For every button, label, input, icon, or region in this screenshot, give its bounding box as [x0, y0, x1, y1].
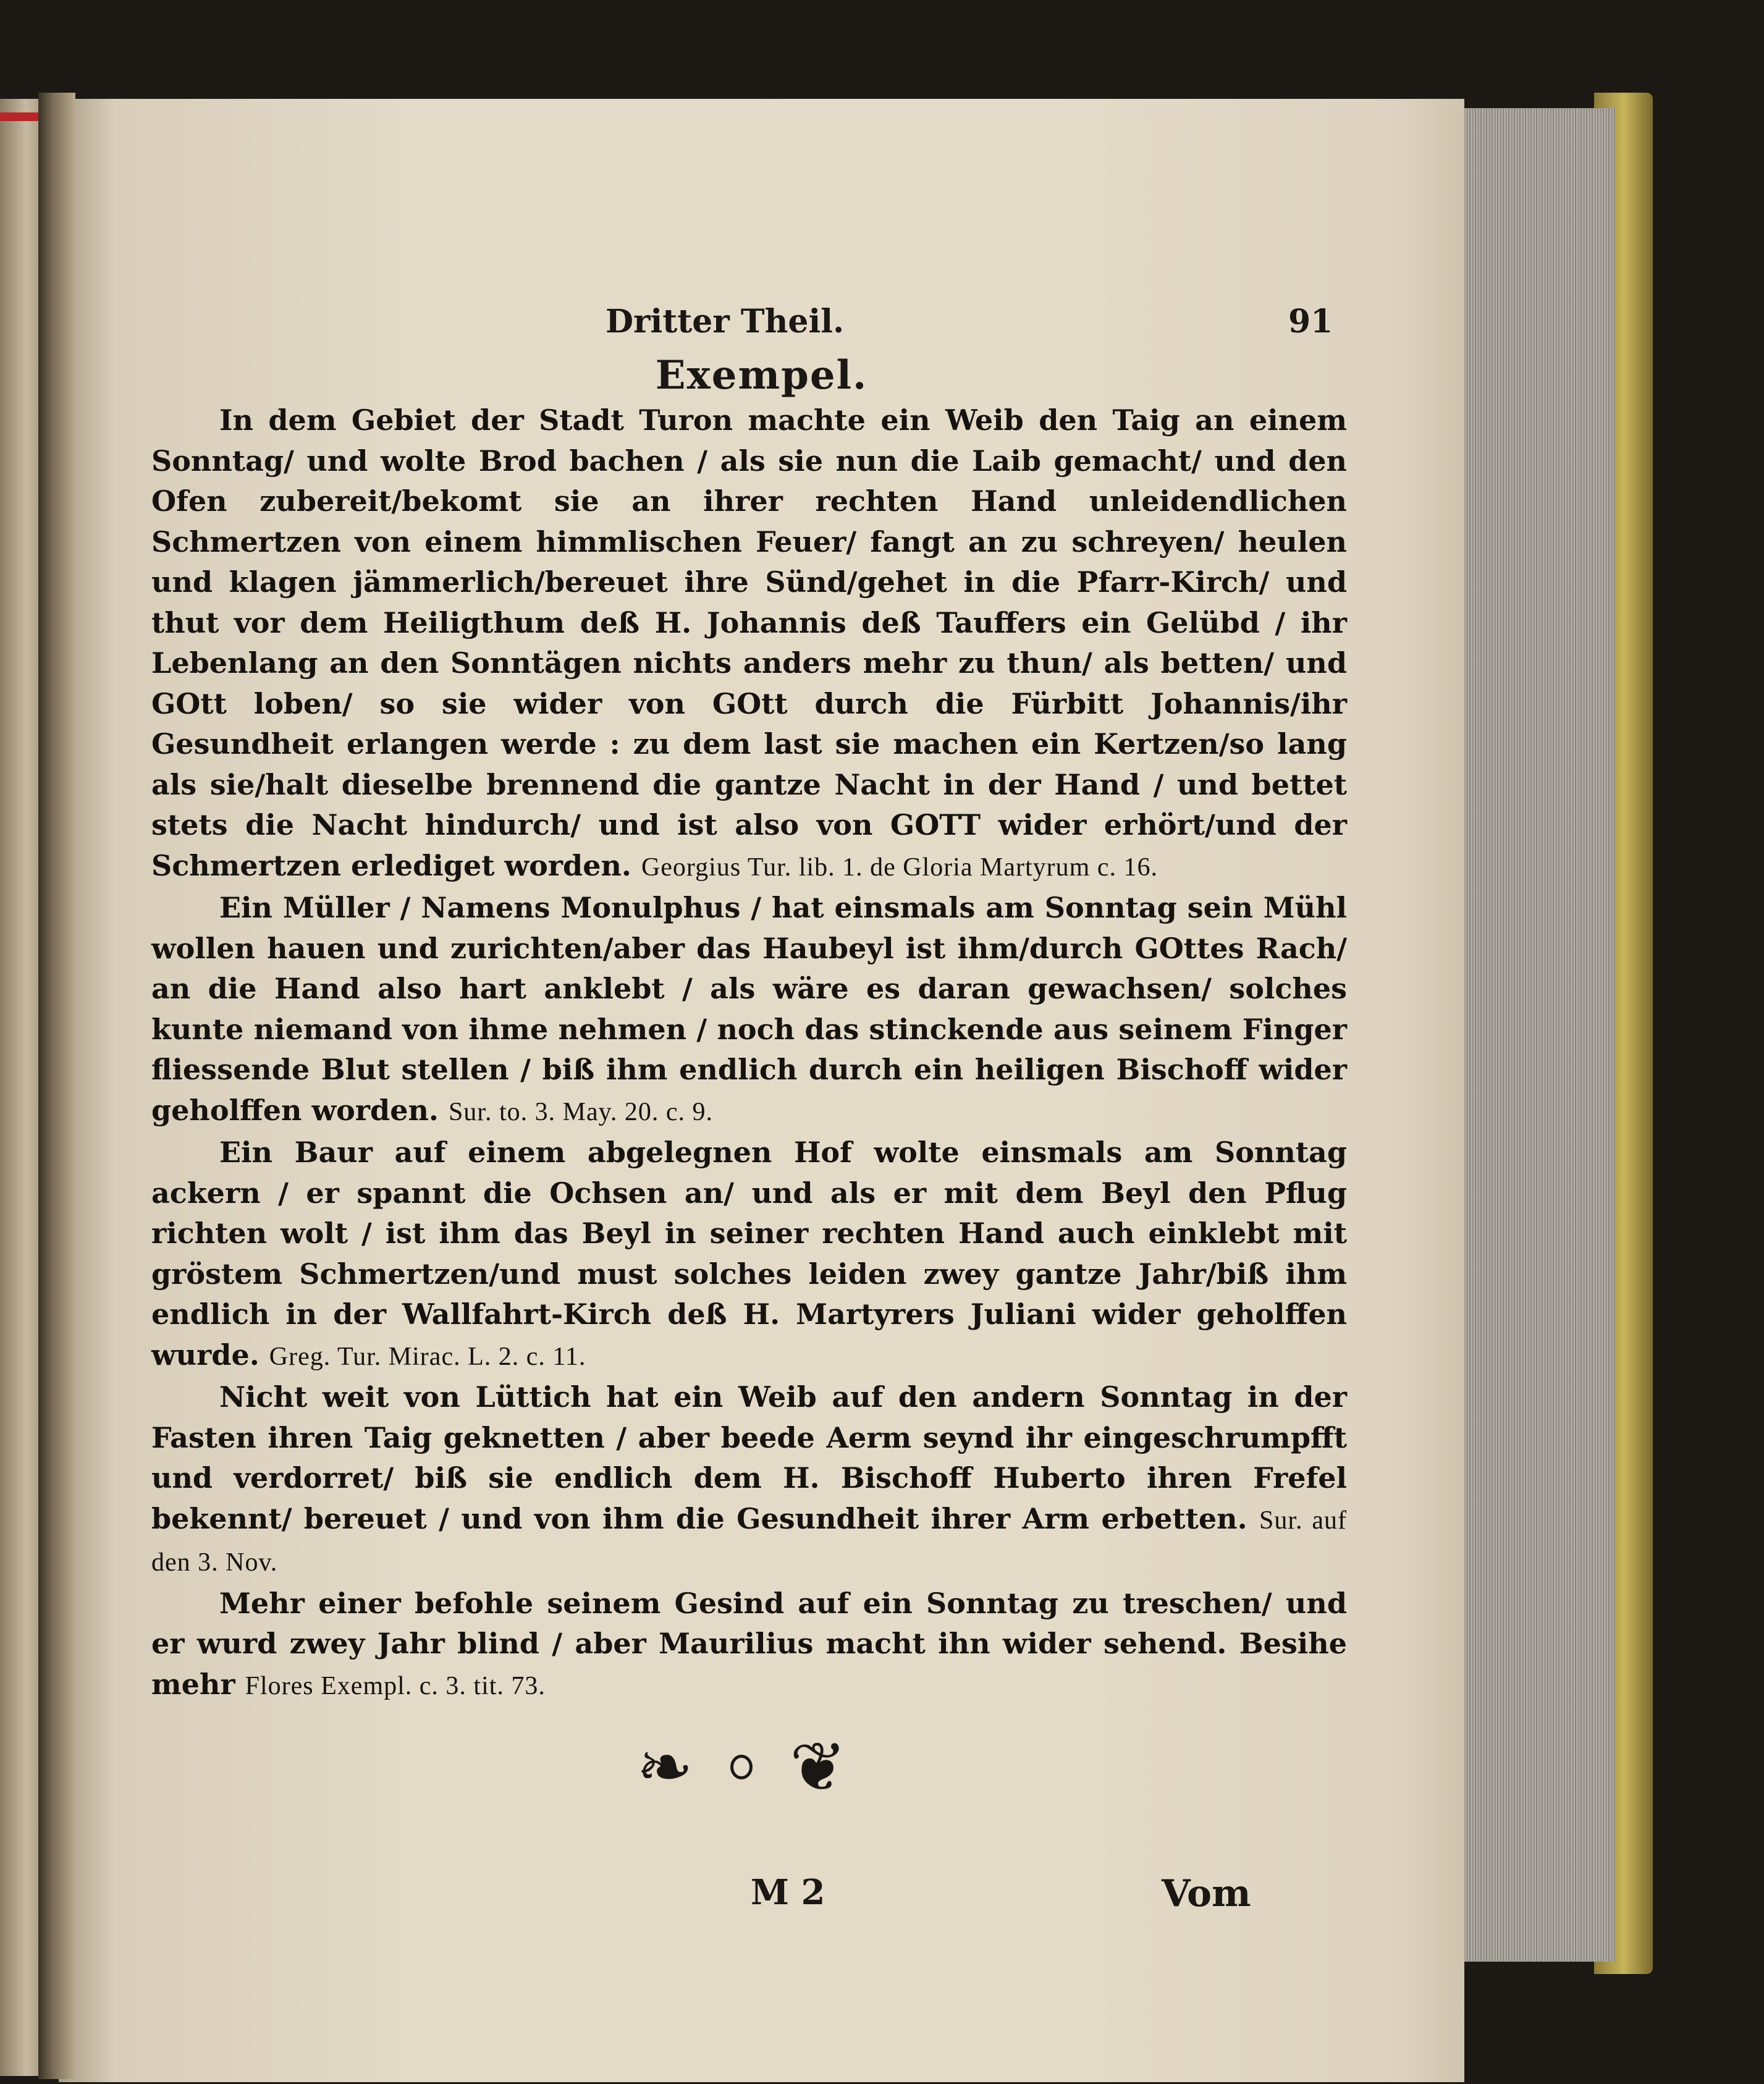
citation: Flores Exempl. c. 3. tit. 73. — [245, 1671, 546, 1700]
paragraph-text: Nicht weit von Lüttich hat ein Weib auf den andern Sonntag in der Fasten ihren Taig geknetten / aber beede Aerm seynd ihr eingeschrumpfft und verdorret/ biß sie endlich dem H. Bischoff Huberto ihren Frefel bekennt/ bereuet / und von ihm die Gesundheit ihrer Arm erbetten. — [151, 1380, 1347, 1535]
paragraph — [151, 888, 1347, 1133]
citation: Georgius Tur. lib. 1. de Gloria Martyrum c. 16. — [641, 853, 1158, 882]
citation: Sur. to. 3. May. 20. c. 9. — [448, 1097, 714, 1126]
page-header — [59, 303, 1464, 346]
catchword: Vom — [1162, 1872, 1251, 1915]
section-title: Exempel. — [655, 352, 868, 399]
paragraph — [151, 400, 1347, 888]
running-head: Dritter Theil. — [606, 303, 845, 340]
book-page — [59, 99, 1464, 2082]
paragraph-text: Mehr einer befohle seinem Gesind auf ein Sonntag zu treschen/ und er wurd zwey Jahr blind / aber Maurilius macht ihn wider sehend. Besihe mehr — [151, 1586, 1347, 1701]
paragraph — [151, 1133, 1347, 1377]
citation: Greg. Tur. Mirac. L. 2. c. 11. — [269, 1342, 586, 1371]
paragraph — [151, 1584, 1347, 1707]
left-page-edge — [0, 99, 43, 2076]
circle-ornament-icon — [730, 1755, 753, 1779]
signature-mark: M 2 — [751, 1872, 825, 1913]
floral-ornament-icon: ❧ — [636, 1728, 693, 1807]
bookmark-ribbon — [0, 112, 43, 121]
page-block-edge — [1458, 108, 1616, 1962]
book-gutter — [38, 93, 75, 2079]
paragraph-text: Ein Baur auf einem abgelegnen Hof wolte einsmals am Sonntag ackern / er spannt die Ochsen an/ und als er mit dem Beyl den Pflug richten wolt / ist ihm das Beyl in seiner rechten Hand auch einklebt mit gröstem Schmertzen/und must solches leiden zwey gantze Jahr/biß ihm endlich in der Wallfahrt-Kirch deß H. Martyrers Juliani wider geholffen wurde. — [151, 1136, 1347, 1372]
citation: Sur. auf den 3. Nov. — [151, 1506, 1348, 1577]
paragraph-text: Ein Müller / Namens Monulphus / hat einsmals am Sonntag sein Mühl wollen hauen und zurichten/aber das Haubeyl ist ihm/durch GOttes Rach/ an die Hand also hart anklebt / als wäre es daran gewachsen/ solches kunte niemand von ihme nehmen / noch das stinckende aus seinem Finger fliessende Blut stellen / biß ihm endlich durch ein heiligen Bischoff wider geholffen worden. — [151, 891, 1347, 1127]
body-text — [151, 400, 1347, 1706]
paragraph-text: In dem Gebiet der Stadt Turon machte ein Weib den Taig an einem Sonntag/ und wolte Brod bachen / als sie nun die Laib gemacht/ und den Ofen zubereit/bekomt sie an ihrer rechten Hand unleidendlichen Schmertzen von einem himmlischen Feuer/ fangt an zu schreyen/ heulen und klagen jämmerlich/bereuet ihre Sünd/gehet in die Pfarr-Kirch/ und thut vor dem Heiligthum deß H. Johannis deß Tauffers ein Gelübd / ihr Lebenlang an den Sonntägen nichts anders mehr zu thun/ als betten/ und GOtt loben/ so sie wider von GOtt durch die Fürbitt Johannis/ihr Gesundheit erlangen werde : zu dem last sie machen ein Kertzen/so lang als sie/halt dieselbe brennend die gantze Nacht in der Hand / und bettet stets die Nacht hindurch/ und ist also von GOTT wider erhört/und der Schmertzen erlediget worden. — [151, 403, 1347, 882]
floral-ornament-icon: ❦ — [790, 1728, 847, 1807]
page-number: 91 — [1288, 303, 1333, 340]
paragraph — [151, 1377, 1347, 1584]
tailpiece-ornament — [568, 1728, 914, 1807]
